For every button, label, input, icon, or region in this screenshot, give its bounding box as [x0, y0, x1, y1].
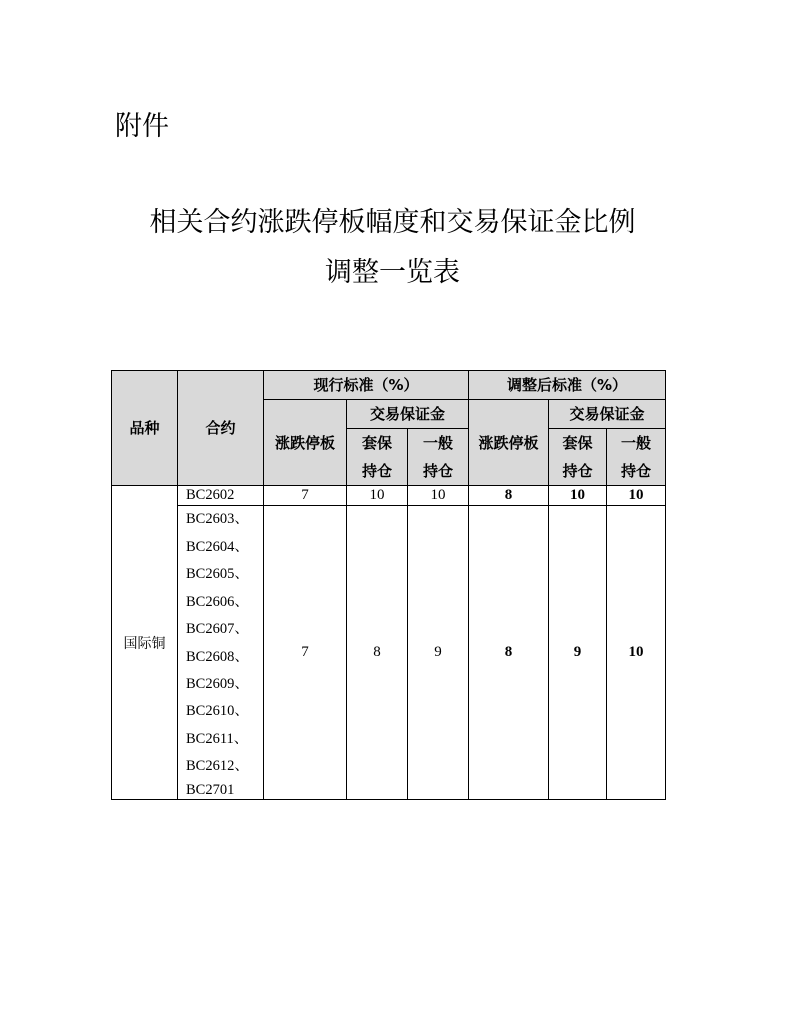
current-general-cell: 10	[408, 486, 469, 506]
header-current-standard: 现行标准（%）	[264, 371, 469, 400]
contract-item: BC2612、	[186, 758, 249, 775]
adjusted-limit-cell: 8	[469, 486, 549, 506]
header-current-hedge: 套保 持仓	[347, 429, 408, 486]
contract-item: BC2605、	[186, 566, 249, 583]
contract-item: BC2603、	[186, 511, 249, 528]
current-general-cell: 9	[408, 506, 469, 800]
current-limit-cell: 7	[264, 506, 347, 800]
header-adjusted-price-limit: 涨跌停板	[469, 400, 549, 486]
header-adjusted-margin: 交易保证金	[549, 400, 666, 429]
document-subtitle: 调整一览表	[325, 257, 460, 288]
adjusted-general-cell: 10	[607, 506, 666, 800]
header-current-margin: 交易保证金	[347, 400, 469, 429]
header-adjusted-general: 一般 持仓	[607, 429, 666, 486]
contract-item: BC2609、	[186, 675, 249, 692]
adjusted-hedge-cell: 9	[549, 506, 607, 800]
adjusted-limit-cell: 8	[469, 506, 549, 800]
document-title: 相关合约涨跌停板幅度和交易保证金比例	[149, 207, 636, 238]
current-hedge-cell: 8	[347, 506, 408, 800]
contract-item: BC2607、	[186, 621, 249, 638]
contract-item: BC2608、	[186, 648, 249, 665]
header-current-price-limit: 涨跌停板	[264, 400, 347, 486]
variety-cell: 国际铜	[112, 486, 178, 800]
header-current-general: 一般 持仓	[408, 429, 469, 486]
table-row	[112, 486, 666, 506]
header-variety: 品种	[112, 371, 178, 486]
contract-item: BC2610、	[186, 703, 249, 720]
contract-item: BC2606、	[186, 593, 249, 610]
adjusted-general-cell: 10	[607, 486, 666, 506]
contract-item: BC2701	[186, 781, 235, 798]
contract-list-cell	[178, 506, 264, 800]
contract-item: BC2604、	[186, 538, 249, 555]
table-row	[112, 506, 666, 800]
header-contract: 合约	[178, 371, 264, 486]
current-limit-cell: 7	[264, 486, 347, 506]
contract-cell: BC2602	[178, 486, 264, 506]
current-hedge-cell: 10	[347, 486, 408, 506]
contract-item: BC2611、	[186, 730, 249, 747]
attachment-label: 附件	[115, 111, 169, 142]
adjustment-table	[111, 370, 666, 800]
header-adjusted-hedge: 套保 持仓	[549, 429, 607, 486]
adjusted-hedge-cell: 10	[549, 486, 607, 506]
header-adjusted-standard: 调整后标准（%）	[469, 371, 666, 400]
